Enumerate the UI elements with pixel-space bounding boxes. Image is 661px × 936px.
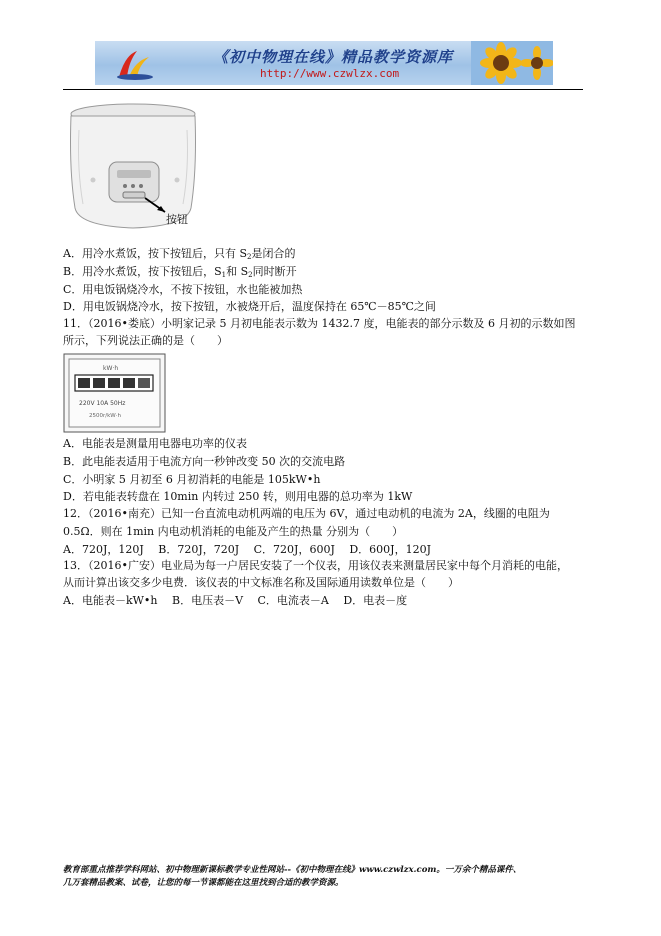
q10-option-d[interactable]: D．用电饭锅烧冷水，按下按钮，水被烧开后，温度保持在 65℃－85℃之间 <box>63 300 436 313</box>
meter-rev-label: 2500r/kW·h <box>89 413 121 419</box>
meter-unit-label: kW·h <box>103 365 119 372</box>
banner-url[interactable]: http://www.czwlzx.com <box>260 67 400 80</box>
q12-options[interactable]: A．720J，120J B．720J，720J C．720J，600J D．600J，120J <box>63 543 431 556</box>
site-logo-icon <box>115 47 155 81</box>
q12-stem-line2: 0.5Ω．则在 1min 内电动机消耗的电能及产生的热量 分别为（ ） <box>63 525 404 538</box>
q12-stem-line1: 12．（2016•南充）已知一台直流电动机两端的电压为 6V，通过电动机的电流为 2A，线圈的电阻为 <box>63 507 550 520</box>
q10-option-b[interactable]: B．用冷水煮饭，按下按钮后，$S_1$和 $S_2$同时断开 <box>63 265 297 279</box>
q10-option-c[interactable]: C．用电饭锅烧冷水，不按下按钮，水也能被加热 <box>63 283 303 296</box>
footer-line2: 几万套精品教案、试卷，让您的每一节课都能在这里找到合适的教学资源。 <box>63 878 344 888</box>
meter-digits <box>78 378 150 388</box>
q11-stem-line2: 所示，下列说法正确的是（ ） <box>63 334 228 347</box>
q11-option-b[interactable]: B．此电能表适用于电流方向一秒钟改变 50 次的交流电路 <box>63 455 346 468</box>
q13-options[interactable]: A．电能表－kW•h B．电压表－V C．电流表－A D．电表－度 <box>63 594 408 607</box>
footer-line1: 教育部重点推荐学科网站、初中物理新课标教学专业性网站--《初中物理在线》www.czwlzx.com。一万余个精品课件、 <box>63 865 522 875</box>
energy-meter-figure <box>63 353 166 433</box>
banner-title: 《初中物理在线》精品教学资源库 <box>213 48 454 66</box>
header-divider <box>63 89 583 90</box>
rice-cooker-figure <box>65 100 215 236</box>
button-label: 按钮 <box>166 213 188 226</box>
header-banner <box>95 41 553 85</box>
meter-spec-label: 220V 10A 50Hz <box>79 400 126 407</box>
q11-option-d[interactable]: D．若电能表转盘在 10min 内转过 250 转，则用电器的总功率为 1kW <box>63 490 413 503</box>
q13-stem-line2: 从而计算出该交多少电费．该仪表的中文标准名称及国际通用读数单位是（ ） <box>63 576 459 589</box>
q10-option-a[interactable]: A．用冷水煮饭，按下按钮后，只有 $S_2$是闭合的 <box>63 247 296 261</box>
q11-stem-line1: 11．（2016•娄底）小明家记录 5 月初电能表示数为 1432.7 度，电能表的部分示数及 6 月初的示数如图 <box>63 317 576 330</box>
q13-stem-line1: 13．（2016•广安）电业局为每一户居民安装了一个仪表，用该仪表来测量居民家中每个月消耗的电能， <box>63 559 568 572</box>
sunflower-icon <box>471 41 553 85</box>
q11-option-a[interactable]: A．电能表是测量用电器电功率的仪表 <box>63 437 247 450</box>
q11-option-c[interactable]: C．小明家 5 月初至 6 月初消耗的电能是 105kW•h <box>63 473 321 486</box>
